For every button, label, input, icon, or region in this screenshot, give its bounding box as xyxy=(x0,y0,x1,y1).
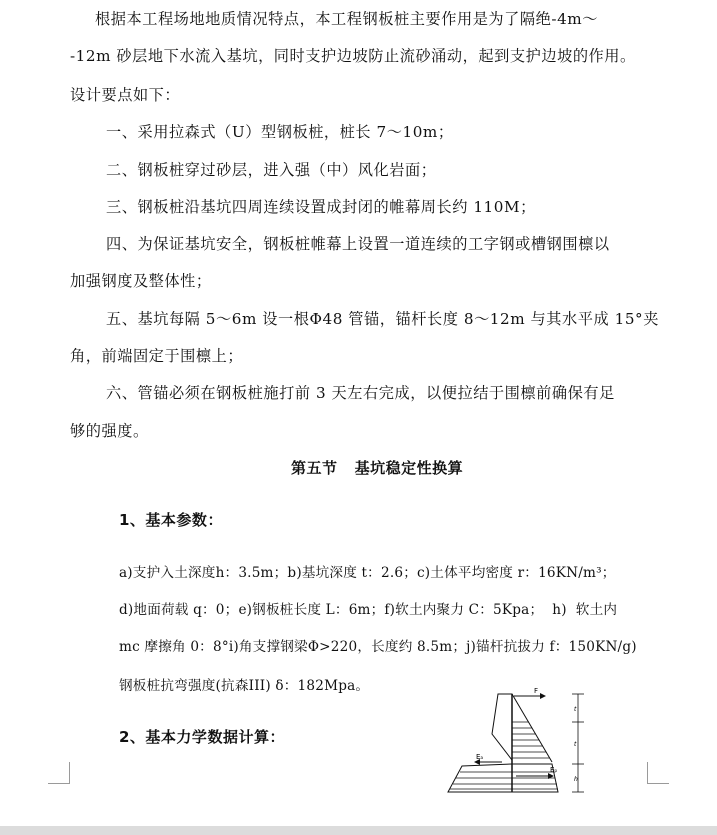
label-ea: Eₐ xyxy=(476,753,484,761)
page-margin-corner-right xyxy=(647,762,669,784)
paragraph-line: 设计要点如下： xyxy=(70,86,181,104)
list-item: 五、基坑每隔 5～6m 设一根Φ48 管锚，锚杆长度 8～12m 与其水平成 15°夹 xyxy=(106,310,659,328)
parameter-line: a)支护入土深度h：3.5m；b)基坑深度 t：2.6；c)土体平均密度 r：16KN/m³； xyxy=(119,565,616,581)
list-item: 二、钢板桩穿过砂层，进入强（中）风化岩面； xyxy=(106,161,437,179)
list-item: 六、管锚必须在钢板桩施打前 3 天左右完成，以便拉结于围檩前确保有足 xyxy=(106,384,615,402)
parameter-line: mc 摩擦角 0：8°i)角支撑钢梁Φ>220，长度约 8.5m；j)锚杆抗拔力 f：150KN/g) xyxy=(119,639,637,655)
subheading-mechanics-calculation: 2、基本力学数据计算： xyxy=(119,728,285,746)
label-ep: Eₚ xyxy=(550,766,558,774)
list-item: 一、采用拉森式（U）型钢板桩，桩长 7～10m； xyxy=(106,123,454,141)
dimension-label: t xyxy=(574,741,577,748)
list-item-continuation: 加强钢度及整体性； xyxy=(70,272,212,290)
parameter-line: 钢板桩抗弯强度(抗森III) δ：182Mpa。 xyxy=(119,678,370,694)
active-pressure-wedge xyxy=(492,694,512,760)
paragraph-line: 根据本工程场地地质情况特点，本工程钢板桩主要作用是为了隔绝-4m～ xyxy=(95,10,598,28)
dimension-label: h xyxy=(574,776,578,783)
section-title: 第五节 基坑稳定性换算 xyxy=(291,459,464,477)
page-margin-corner-left xyxy=(48,762,70,784)
list-item: 三、钢板桩沿基坑四周连续设置成封闭的帷幕周长约 110M； xyxy=(106,198,536,216)
earth-pressure-diagram xyxy=(440,688,610,798)
force-arrowhead xyxy=(540,693,546,699)
list-item-continuation: 够的强度。 xyxy=(70,422,149,440)
label-f: F xyxy=(534,688,539,695)
parameter-line: d)地面荷载 q：0；e)钢板桩长度 L：6m；f)软土内聚力 C：5Kpa； h) 软土内 xyxy=(119,602,618,618)
page-gap xyxy=(0,826,717,835)
subheading-basic-parameters: 1、基本参数： xyxy=(119,511,223,529)
list-item-continuation: 角，前端固定于围檩上； xyxy=(70,347,244,365)
list-item: 四、为保证基坑安全，钢板桩帷幕上设置一道连续的工字钢或槽钢围檩以 xyxy=(106,235,610,253)
active-pressure-hatching xyxy=(512,722,550,758)
paragraph-line: -12m 砂层地下水流入基坑，同时支护边坡防止流砂涌动，起到支护边坡的作用。 xyxy=(70,47,636,65)
dimension-label: t xyxy=(574,706,577,713)
passive-pressure-hatching xyxy=(450,772,558,789)
